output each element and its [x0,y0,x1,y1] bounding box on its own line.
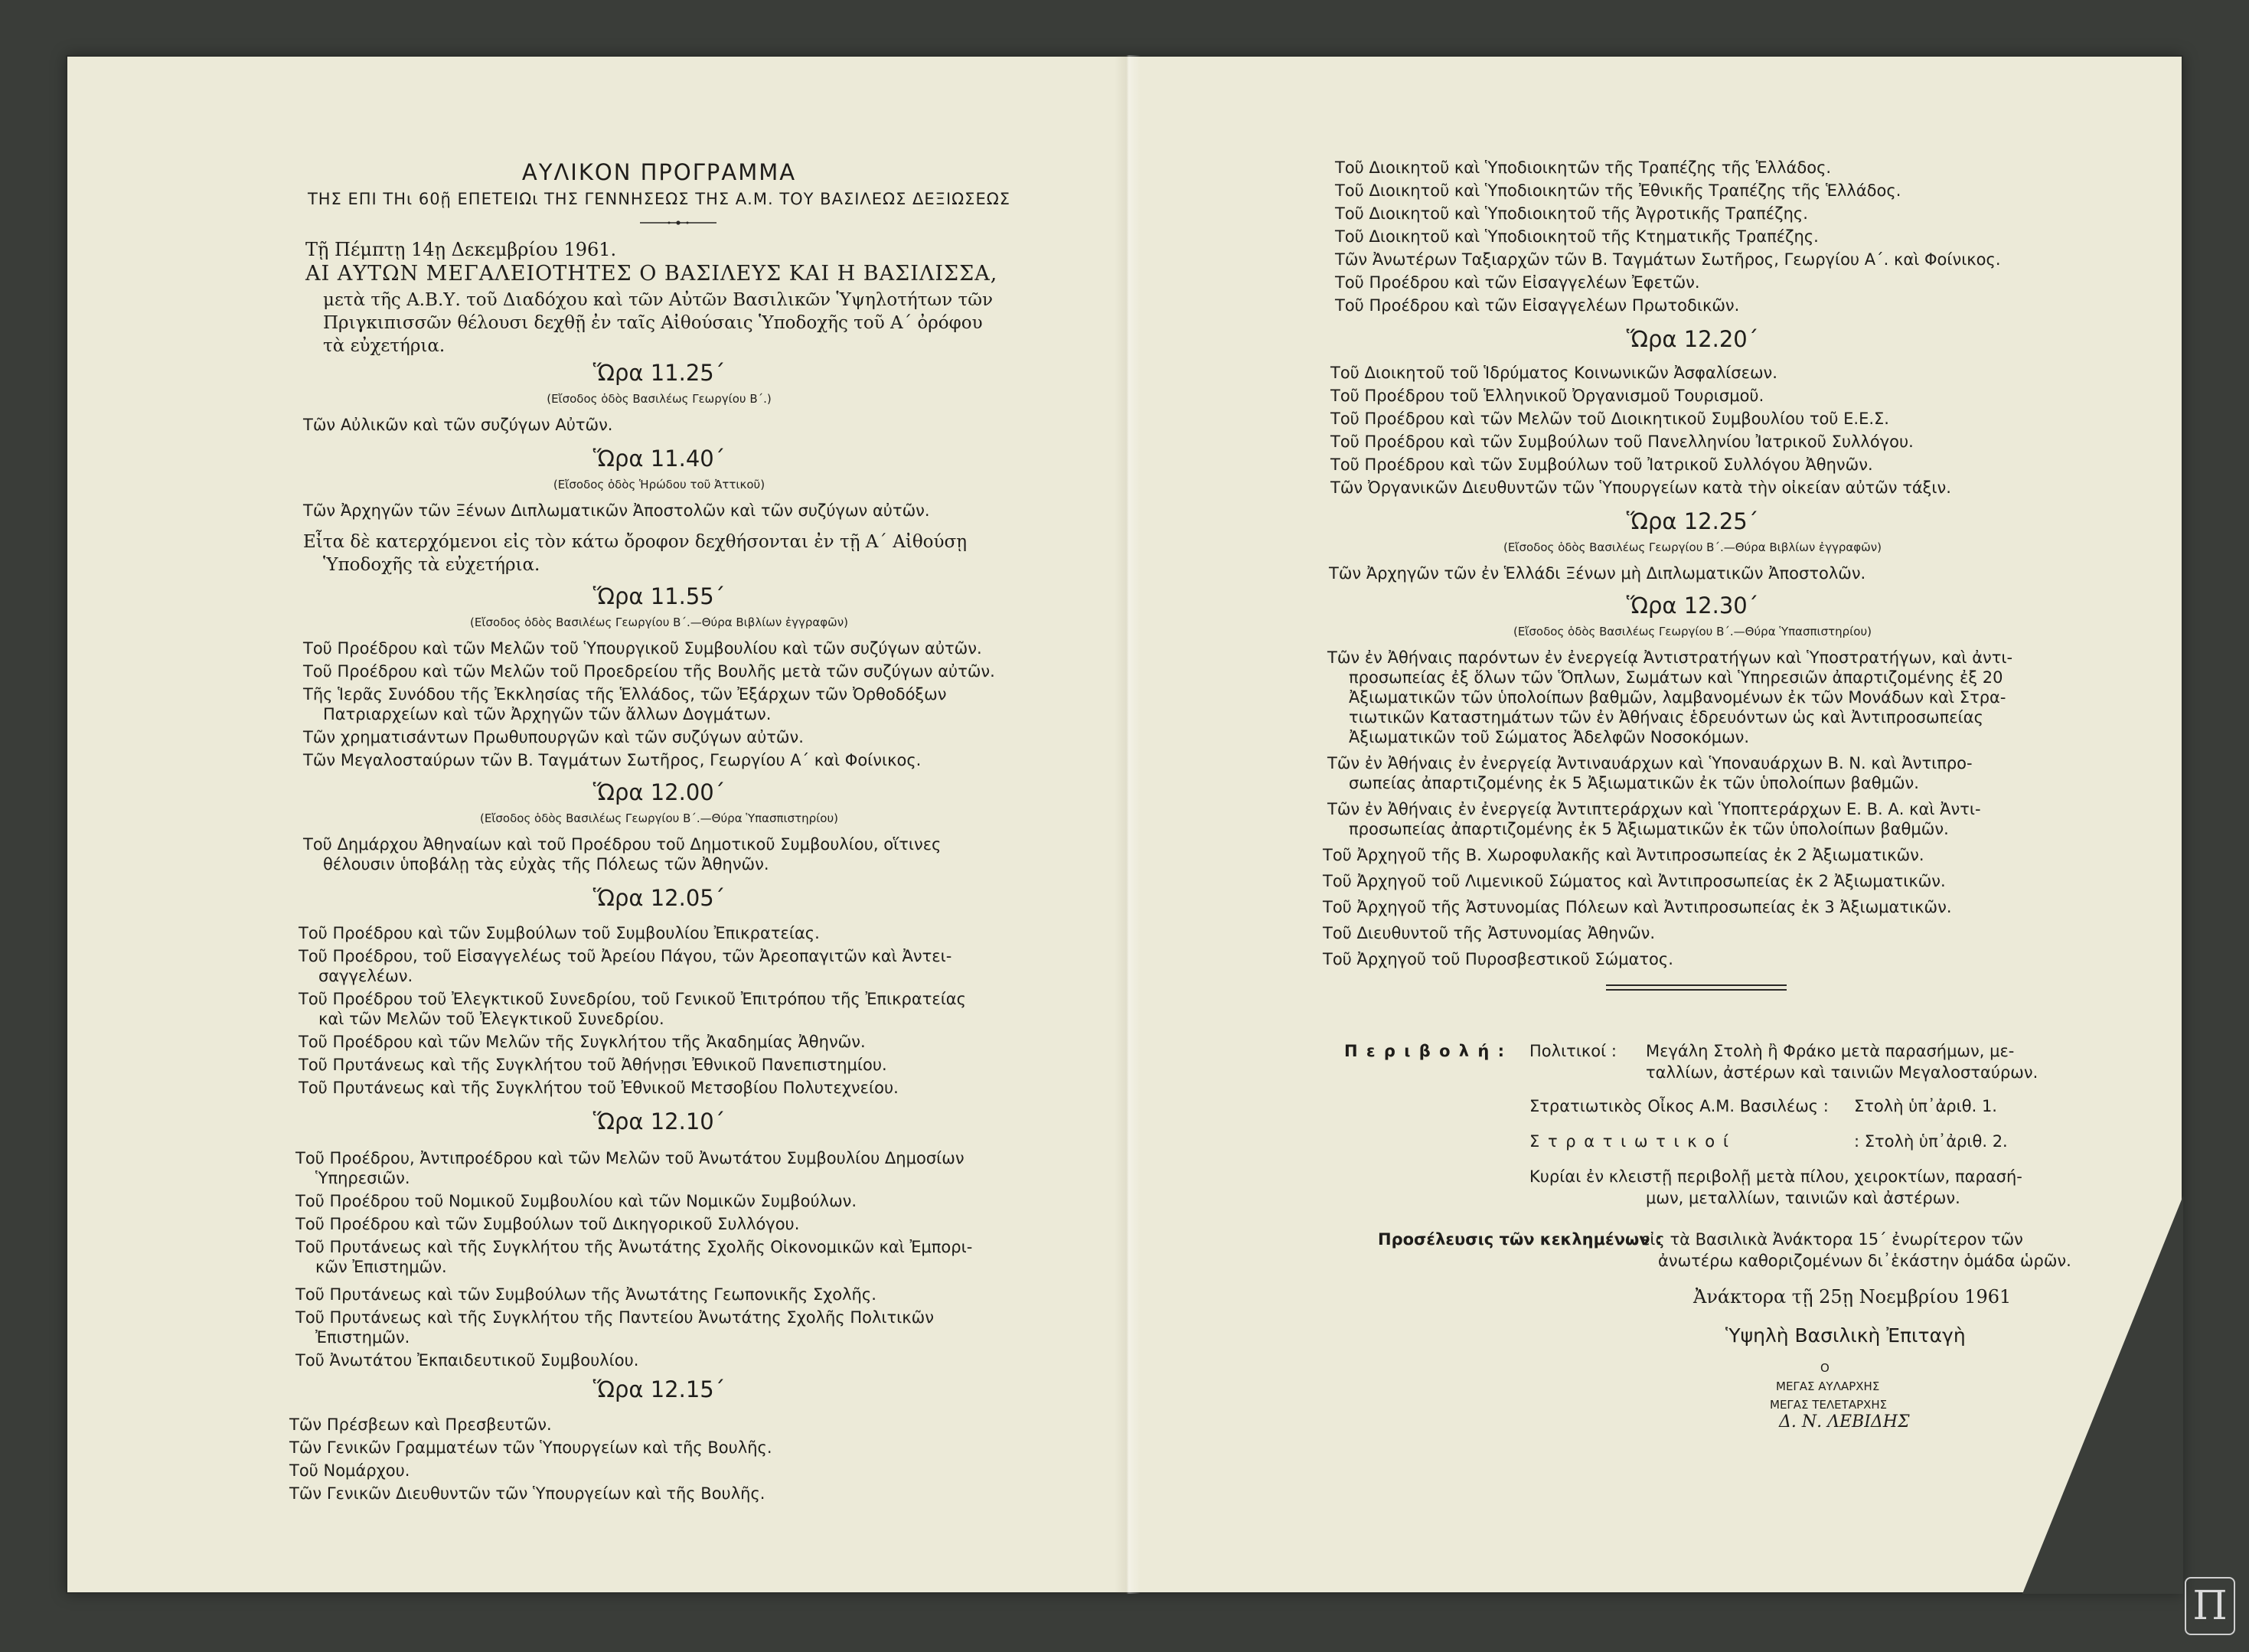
guest-line: Τοῦ Διοικητοῦ καὶ Ὑποδιοικητῶν τῆς Ἐθνικῆς Τραπέζης τῆς Ἑλλάδος. [1335,181,1901,200]
signature-title-2: ΜΕΓΑΣ ΤΕΛΕΤΑΡΧΗΣ [1770,1398,1888,1412]
attire-civil-label: Πολιτικοί : [1529,1042,1617,1060]
guest-line: Τοῦ Προέδρου καὶ τῶν Μελῶν τοῦ Διοικητικοῦ Συμβουλίου τοῦ Ε.Ε.Σ. [1330,410,1889,428]
attire-house-label: Στρατιωτικὸς Οἶκος Α.Μ. Βασιλέως : [1529,1097,1829,1115]
hour-heading: Ὥρα 12.15΄ [592,1376,726,1402]
guest-line: προσωπείας ἀπαρτιζομένης ἐκ 5 Ἀξιωματικῶν ἐκ τῶν ὑπολοίπων βαθμῶν. [1349,820,1949,838]
guest-line: Τῶν Ἀρχηγῶν τῶν Ξένων Διπλωματικῶν Ἀποστολῶν καὶ τῶν συζύγων αὐτῶν. [303,501,930,520]
guest-line: σωπείας ἀπαρτιζομένης ἐκ 5 Ἀξιωματικῶν ἐκ τῶν ὑπολοίπων βαθμῶν. [1349,774,1919,792]
guest-line: Τοῦ Προέδρου καὶ τῶν Συμβούλων τοῦ Δικηγορικοῦ Συλλόγου. [295,1215,800,1233]
committee-title: Ὑψηλὴ Βασιλικὴ Ἐπιταγὴ [1725,1324,1966,1347]
entrance-note: (Εἴσοδος ὁδὸς Βασιλέως Γεωργίου Β΄.—Θύρα Ὑπασπιστηρίου) [480,811,838,825]
guest-line: Τοῦ Προέδρου, Ἀντιπροέδρου καὶ τῶν Μελῶν τοῦ Ἀνωτάτου Συμβουλίου Δημοσίων [295,1149,965,1167]
hour-heading: Ὥρα 12.05΄ [592,885,726,911]
guest-line: Τοῦ Προέδρου καὶ τῶν Μελῶν τοῦ Ὑπουργικοῦ Συμβουλίου καὶ τῶν συζύγων αὐτῶν. [303,639,982,658]
hour-heading: Ὥρα 12.20΄ [1626,326,1759,352]
guest-line: Τοῦ Νομάρχου. [289,1461,410,1480]
section-rule [1606,989,1787,991]
entrance-note: (Εἴσοδος ὁδὸς Βασιλέως Γεωργίου Β΄.) [547,392,772,406]
descend-line: Ὑποδοχῆς τὰ εὐχετήρια. [323,555,540,575]
descend-line: Εἶτα δὲ κατερχόμενοι εἰς τὸν κάτω ὄροφον δεχθήσονται ἐν τῇ Α΄ Αἰθούσῃ [303,532,967,552]
attire-civil-text: Μεγάλη Στολὴ ἢ Φράκο μετὰ παρασήμων, με- [1646,1042,2015,1060]
attire-house-value: Στολὴ ὑπ᾽ἀριθ. 1. [1854,1097,1997,1115]
entrance-note: (Εἴσοδος ὁδὸς Βασιλέως Γεωργίου Β΄.—Θύρα Βιβλίων ἐγγραφῶν) [470,615,848,629]
arrival-text: εἰς τὰ Βασιλικὰ Ἀνάκτορα 15΄ ἐνωρίτερον τῶν [1641,1230,2023,1249]
hour-heading: Ὥρα 12.10΄ [592,1108,726,1135]
attire-civil-text: ταλλίων, ἀστέρων καὶ ταινιῶν Μεγαλοσταύρων. [1646,1063,2038,1082]
guest-line: Τοῦ Πρυτάνεως καὶ τῆς Συγκλήτου τῆς Ἀνωτάτης Σχολῆς Οἰκονομικῶν καὶ Ἐμπορι- [295,1238,973,1256]
guest-line: Τῶν ἐν Ἀθήναις παρόντων ἐν ἐνεργείᾳ Ἀντιστρατήγων καὶ Ὑποστρατήγων, καὶ ἀντι- [1327,648,2013,667]
intro-line: Τῇ Πέμπτῃ 14ῃ Δεκεμβρίου 1961. [305,239,617,260]
section-rule [1606,984,1787,986]
hour-heading: Ὥρα 12.30΄ [1626,593,1759,619]
guest-line: Τοῦ Προέδρου τοῦ Νομικοῦ Συμβουλίου καὶ τῶν Νομικῶν Συμβούλων. [295,1192,857,1210]
guest-line: Τοῦ Πρυτάνεως καὶ τῶν Συμβούλων τῆς Ἀνωτάτης Γεωπονικῆς Σχολῆς. [295,1285,876,1304]
guest-line: προσωπείας ἐξ ὅλων τῶν Ὅπλων, Σωμάτων καὶ Ὑπηρεσιῶν ἀπαρτιζομένης ἐξ 20 [1349,668,2003,687]
guest-line: Τοῦ Διοικητοῦ καὶ Ὑποδιοικητοῦ τῆς Κτηματικῆς Τραπέζης. [1335,227,1819,246]
intro-line: μετὰ τῆς Α.Β.Υ. τοῦ Διαδόχου καὶ τῶν Αὐτῶν Βασιλικῶν Ὑψηλοτήτων τῶν [323,290,993,310]
guest-line: Ἀξιωματικῶν τῶν ὑπολοίπων βαθμῶν, λαμβανομένων ἐκ τῶν Μονάδων καὶ Στρα- [1349,688,2006,707]
hour-heading: Ὥρα 12.25΄ [1626,508,1759,534]
guest-line: Τῶν Γενικῶν Διευθυντῶν τῶν Ὑπουργείων καὶ τῆς Βουλῆς. [289,1484,765,1503]
arrival-label: Προσέλευσις τῶν κεκλημένων : [1378,1230,1663,1249]
program-title: ΑΥΛΙΚΟΝ ΠΡΟΓΡΑΜΜΑ [521,159,797,185]
guest-line: θέλουσιν ὑποβάλῃ τὰς εὐχὰς τῆς Πόλεως τῶν Ἀθηνῶν. [323,855,769,873]
guest-line: Ὑπηρεσιῶν. [315,1169,410,1187]
hour-heading: Ὥρα 11.40΄ [592,446,726,472]
attire-military-value: : Στολὴ ὑπ᾽ἀριθ. 2. [1854,1132,2008,1151]
guest-line: Τοῦ Πρυτάνεως καὶ τῆς Συγκλήτου τῆς Παντείου Ἀνωτάτης Σχολῆς Πολιτικῶν [295,1308,934,1327]
guest-line: τιωτικῶν Καταστημάτων τῶν ἐν Ἀθήναις ἑδρευόντων ὡς καὶ Ἀντιπροσωπείας [1349,708,1983,726]
signature-o: Ο [1820,1361,1830,1375]
guest-line: Τοῦ Ἀρχηγοῦ τοῦ Λιμενικοῦ Σώματος καὶ Ἀντιπροσωπείας ἐκ 2 Ἀξιωματικῶν. [1323,872,1946,890]
guest-line: Τοῦ Προέδρου καὶ τῶν Μελῶν τῆς Συγκλήτου τῆς Ἀκαδημίας Ἀθηνῶν. [299,1033,866,1051]
guest-line: Τοῦ Διοικητοῦ καὶ Ὑποδιοικητῶν τῆς Τραπέζης τῆς Ἑλλάδος. [1335,158,1832,177]
document-sheet [66,55,2183,1594]
guest-line: Πατριαρχείων καὶ τῶν Ἀρχηγῶν τῶν ἄλλων Δογμάτων. [323,705,772,723]
guest-line: Τῶν ἐν Ἀθήναις ἐν ἐνεργείᾳ Ἀντιπτεράρχων καὶ Ὑποπτεράρχων Ε. Β. Α. καὶ Ἀντι- [1327,800,1981,818]
guest-line: Τῆς Ἱερᾶς Συνόδου τῆς Ἐκκλησίας τῆς Ἑλλάδος, τῶν Ἐξάρχων τῶν Ὀρθοδόξων [303,685,947,704]
guest-line: Ἐπιστημῶν. [315,1328,410,1347]
attire-ladies-text: μων, μεταλλίων, ταινιῶν καὶ ἀστέρων. [1646,1189,1960,1207]
guest-line: Ἀξιωματικῶν τοῦ Σώματος Ἀδελφῶν Νοσοκόμων. [1349,728,1750,746]
guest-line: Τοῦ Ἀρχηγοῦ τοῦ Πυροσβεστικοῦ Σώματος. [1323,950,1673,968]
entrance-note: (Εἴσοδος ὁδὸς Ἡρώδου τοῦ Ἀττικοῦ) [553,478,765,491]
intro-line: τὰ εὐχετήρια. [323,336,446,356]
guest-line: Τοῦ Ἀνωτάτου Ἐκπαιδευτικοῦ Συμβουλίου. [295,1351,639,1370]
center-fold [1115,55,1141,1594]
guest-line: Τοῦ Προέδρου, τοῦ Εἰσαγγελέως τοῦ Ἀρείου Πάγου, τῶν Ἀρεοπαγιτῶν καὶ Ἀντει- [299,947,952,965]
intro-line: Πριγκιπισσῶν θέλουσι δεχθῇ ἐν ταῖς Αἰθούσαις Ὑποδοχῆς τοῦ Α΄ ὀρόφου [323,313,983,333]
guest-line: Τοῦ Προέδρου καὶ τῶν Συμβούλων τοῦ Ἰατρικοῦ Συλλόγου Ἀθηνῶν. [1330,455,1873,474]
guest-line: Τῶν Ὀργανικῶν Διευθυντῶν τῶν Ὑπουργείων κατὰ τὴν οἰκείαν αὐτῶν τάξιν. [1330,478,1951,497]
program-subtitle: ΤΗΣ ΕΠΙ ΤΗι 60ῇ ΕΠΕΤΕΙΩι ΤΗΣ ΓΕΝΝΗΣΕΩΣ ΤΗΣ Α.Μ. ΤΟΥ ΒΑΣΙΛΕΩΣ ΔΕΞΙΩΣΕΩΣ [307,190,1011,208]
signatory-name: Δ. Ν. ΛΕΒΙΔΗΣ [1779,1412,1910,1432]
entrance-note: (Εἴσοδος ὁδὸς Βασιλέως Γεωργίου Β΄.—Θύρα Ὑπασπιστηρίου) [1513,625,1872,638]
attire-ladies-text: Κυρίαι ἐν κλειστῇ περιβολῇ μετὰ πίλου, χειροκτίων, παρασή- [1529,1167,2022,1186]
guest-line: Τῶν Αὐλικῶν καὶ τῶν συζύγων Αὐτῶν. [303,416,613,434]
guest-line: Τοῦ Προέδρου καὶ τῶν Μελῶν τοῦ Προεδρείου τῆς Βουλῆς μετὰ τῶν συζύγων αὐτῶν. [303,662,995,681]
guest-line: Τοῦ Προέδρου καὶ τῶν Συμβούλων τοῦ Συμβουλίου Ἐπικρατείας. [299,924,820,942]
guest-line: Τοῦ Διοικητοῦ τοῦ Ἱδρύματος Κοινωνικῶν Ἀσφαλίσεων. [1330,364,1777,382]
arrival-text: ἀνωτέρω καθοριζομένων δι᾽ἑκάστην ὁμάδα ὡρῶν. [1658,1252,2071,1270]
hour-heading: Ὥρα 11.55΄ [592,583,726,609]
guest-line: Τῶν Ἀνωτέρων Ταξιαρχῶν τῶν Β. Ταγμάτων Σωτῆρος, Γεωργίου Α΄. καὶ Φοίνικος. [1335,250,2001,269]
archive-watermark-logo: Π [2185,1577,2235,1635]
guest-line: Τῶν Ἀρχηγῶν τῶν ἐν Ἑλλάδι Ξένων μὴ Διπλωματικῶν Ἀποστολῶν. [1329,564,1866,583]
signature-title-1: ΜΕΓΑΣ ΑΥΛΑΡΧΗΣ [1776,1379,1880,1393]
hour-heading: Ὥρα 11.25΄ [592,360,726,386]
entrance-note: (Εἴσοδος ὁδὸς Βασιλέως Γεωργίου Β΄.—Θύρα Βιβλίων ἐγγραφῶν) [1503,540,1882,554]
guest-line: Τῶν Μεγαλοσταύρων τῶν Β. Ταγμάτων Σωτῆρος, Γεωργίου Α΄ καὶ Φοίνικος. [303,751,922,769]
attire-military-label: Σ τ ρ α τ ι ω τ ι κ ο ί [1529,1132,1730,1151]
guest-line: Τῶν Γενικῶν Γραμματέων τῶν Ὑπουργείων καὶ τῆς Βουλῆς. [289,1438,772,1457]
guest-line: Τῶν ἐν Ἀθήναις ἐν ἐνεργείᾳ Ἀντιναυάρχων καὶ Ὑποναυάρχων Β. Ν. καὶ Ἀντιπρο- [1327,754,1973,772]
guest-line: καὶ τῶν Μελῶν τοῦ Ἐλεγκτικοῦ Συνεδρίου. [318,1010,664,1028]
guest-line: Τοῦ Προέδρου καὶ τῶν Συμβούλων τοῦ Πανελληνίου Ἰατρικοῦ Συλλόγου. [1330,433,1914,451]
ornament-divider [640,217,716,228]
guest-line: Τοῦ Προέδρου τοῦ Ἐλεγκτικοῦ Συνεδρίου, τοῦ Γενικοῦ Ἐπιτρόπου τῆς Ἐπικρατείας [299,990,966,1008]
guest-line: κῶν Ἐπιστημῶν. [315,1258,447,1276]
guest-line: Τοῦ Πρυτάνεως καὶ τῆς Συγκλήτου τοῦ Ἐθνικοῦ Μετσοβίου Πολυτεχνείου. [299,1079,899,1097]
guest-line: Τοῦ Προέδρου καὶ τῶν Εἰσαγγελέων Πρωτοδικῶν. [1335,296,1740,315]
guest-line: Τῶν χρηματισάντων Πρωθυπουργῶν καὶ τῶν συζύγων αὐτῶν. [303,728,804,746]
guest-line: Τοῦ Πρυτάνεως καὶ τῆς Συγκλήτου τοῦ Ἀθήνῃσι Ἐθνικοῦ Πανεπιστημίου. [299,1056,887,1074]
hour-heading: Ὥρα 12.00΄ [592,779,726,805]
guest-line: Τοῦ Διευθυντοῦ τῆς Ἀστυνομίας Ἀθηνῶν. [1323,924,1656,942]
guest-line: Τῶν Πρέσβεων καὶ Πρεσβευτῶν. [289,1415,552,1434]
guest-line: Τοῦ Προέδρου τοῦ Ἑλληνικοῦ Ὀργανισμοῦ Τουρισμοῦ. [1330,387,1764,405]
guest-line: Τοῦ Ἀρχηγοῦ τῆς Β. Χωροφυλακῆς καὶ Ἀντιπροσωπείας ἐκ 2 Ἀξιωματικῶν. [1323,846,1924,864]
guest-line: Τοῦ Ἀρχηγοῦ τῆς Ἀστυνομίας Πόλεων καὶ Ἀντιπροσωπείας ἐκ 3 Ἀξιωματικῶν. [1323,898,1952,916]
guest-line: Τοῦ Δημάρχου Ἀθηναίων καὶ τοῦ Προέδρου τοῦ Δημοτικοῦ Συμβουλίου, οἵτινες [303,835,942,854]
guest-line: σαγγελέων. [318,967,413,985]
guest-line: Τοῦ Διοικητοῦ καὶ Ὑποδιοικητοῦ τῆς Ἀγροτικῆς Τραπέζης. [1335,204,1808,223]
intro-line: ΑΙ ΑΥΤΩΝ ΜΕΓΑΛΕΙΟΤΗΤΕΣ Ο ΒΑΣΙΛΕΥΣ ΚΑΙ Η ΒΑΣΙΛΙΣΣΑ, [305,262,998,286]
folded-corner [2022,1196,2183,1594]
dateline: Ἀνάκτορα τῇ 25ῃ Νοεμβρίου 1961 [1693,1286,2012,1308]
attire-label: Π ε ρ ι β ο λ ή : [1344,1042,1506,1060]
guest-line: Τοῦ Προέδρου καὶ τῶν Εἰσαγγελέων Ἐφετῶν. [1335,273,1700,292]
